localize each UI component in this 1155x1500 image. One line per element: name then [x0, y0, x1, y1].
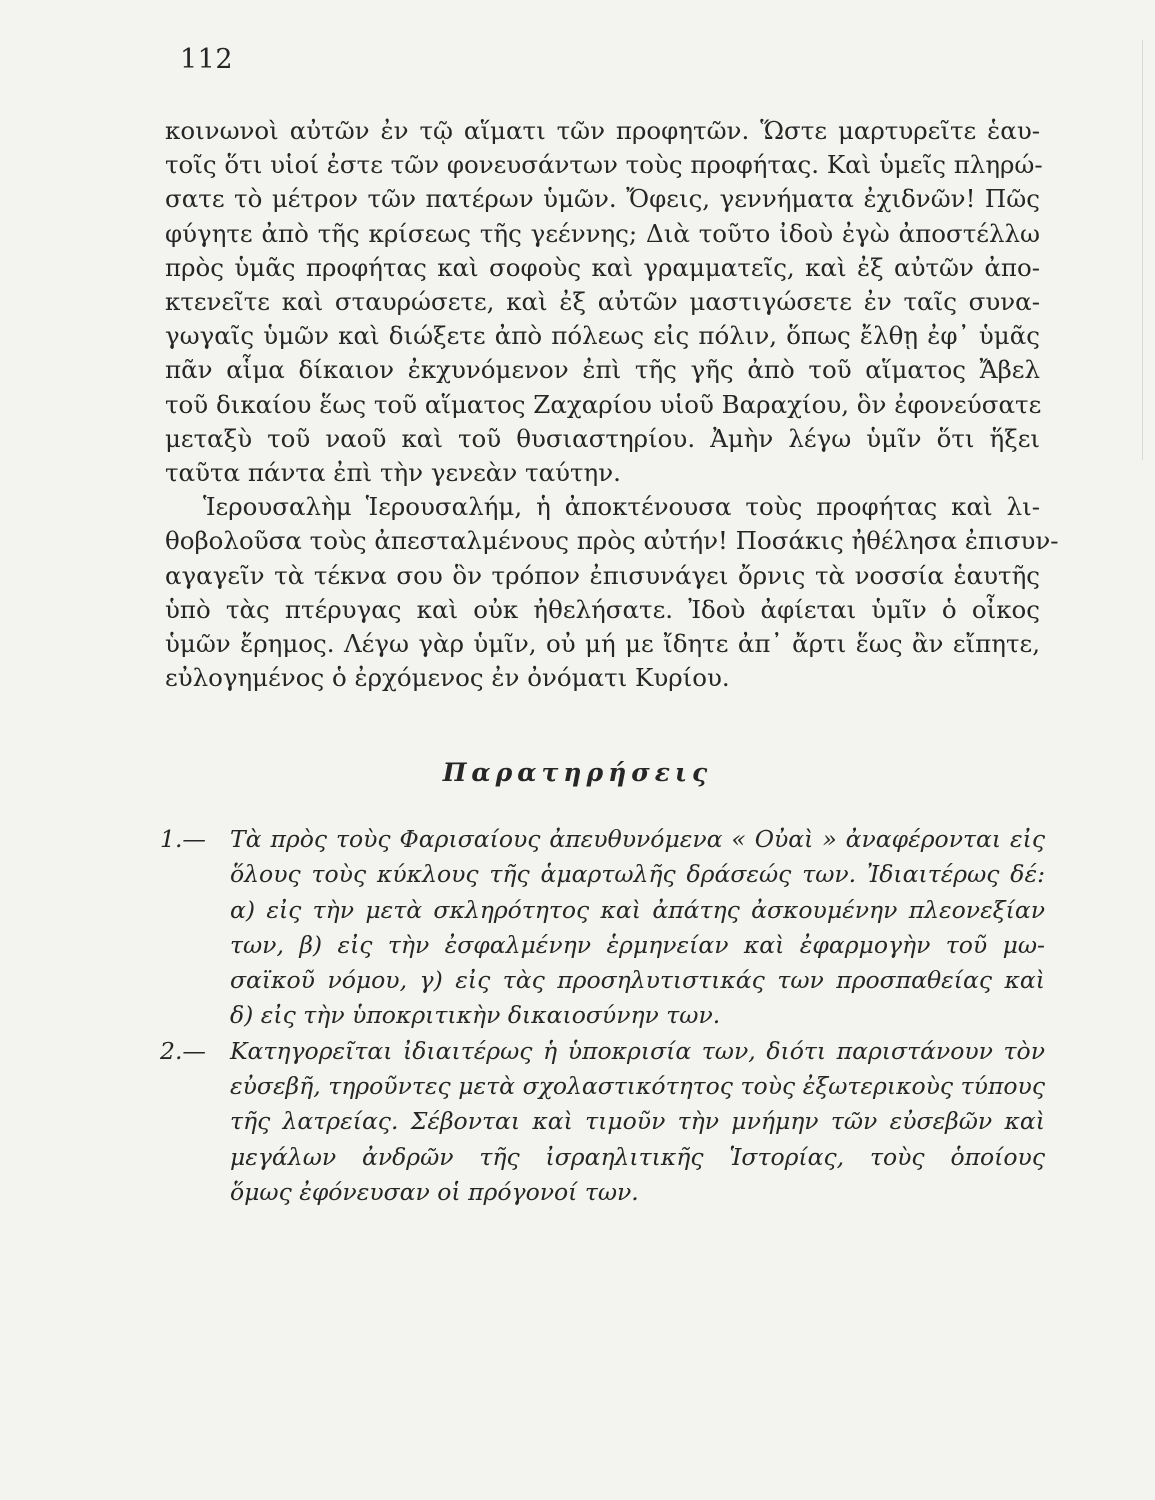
note-line: σαϊκοῦ νόμου, γ) εἰς τὰς προσηλυτιστικάς των προσπαθείας καὶ [230, 966, 1045, 995]
note-line: εὐσεβῆ, τηροῦντες μετὰ σχολαστικότητος τοὺς ἐξωτερικοὺς τύπους [230, 1072, 1045, 1101]
note-line: Κατηγορεῖται ἰδιαιτέρως ἡ ὑποκρισία των, διότι παριστάνουν τὸν [230, 1036, 1045, 1065]
note-body [230, 1034, 1045, 1210]
text-line: πρὸς ὑμᾶς προφήτας καὶ σοφοὺς καὶ γραμματεῖς, καὶ ἐξ αὐτῶν ἀπο- [165, 252, 1040, 282]
note-line: α) εἰς τὴν μετὰ σκληρότητος καὶ ἀπάτης ἀσκουμένην πλεονεξίαν [230, 895, 1045, 924]
main-text [165, 114, 1059, 695]
note-line: Τὰ πρὸς τοὺς Φαρισαίους ἀπευθυνόμενα « Οὐαὶ » ἀναφέρονται εἰς [230, 825, 1045, 853]
text-line: εὐλογημένος ὁ ἐρχόμενος ἐν ὀνόματι Κυρίου. [165, 663, 730, 693]
note-line: ὅλους τοὺς κύκλους τῆς ἁμαρτωλῆς δράσεώς των. Ἰδιαιτέρως δέ: [230, 860, 1045, 889]
text-line: πᾶν αἷμα δίκαιον ἐκχυνόμενον ἐπὶ τῆς γῆς ἀπὸ τοῦ αἵματος Ἄβελ [165, 355, 1040, 385]
note-number: 2.— [160, 1036, 206, 1065]
text-line: μεταξὺ τοῦ ναοῦ καὶ τοῦ θυσιαστηρίου. Ἀμὴν λέγω ὑμῖν ὅτι ἥξει [165, 423, 1040, 453]
text-line: αγαγεῖν τὰ τέκνα σου ὃν τρόπον ἐπισυνάγει ὄρνις τὰ νοσσία ἑαυτῆς [165, 560, 1040, 590]
note-item [160, 1034, 1045, 1210]
text-line: ὑμῶν ἔρημος. Λέγω γὰρ ὑμῖν, οὐ μή με ἴδητε ἀπ᾽ ἄρτι ἕως ἂν εἴπητε, [165, 629, 1040, 659]
text-line: σατε τὸ μέτρον τῶν πατέρων ὑμῶν. Ὄφεις, γεννήματα ἐχιδνῶν! Πῶς [165, 184, 1040, 214]
note-number: 1.— [160, 825, 206, 853]
text-line: ταῦτα πάντα ἐπὶ τὴν γενεὰν ταύτην. [165, 458, 621, 488]
note-line: ὅμως ἐφόνευσαν οἱ πρόγονοί των. [230, 1177, 639, 1206]
text-line: θοβολοῦσα τοὺς ἀπεσταλμένους πρὸς αὐτήν! Ποσάκις ἠθέλησα ἐπισυν- [165, 526, 1059, 556]
note-line: μεγάλων ἀνδρῶν τῆς ἰσραηλιτικῆς Ἱστορίας, τοὺς ὁποίους [230, 1142, 1045, 1171]
text-line: Ἱερουσαλὴμ Ἱερουσαλήμ, ἡ ἀποκτένουσα τοὺς προφήτας καὶ λι- [203, 492, 1040, 522]
text-line: φύγητε ἀπὸ τῆς κρίσεως τῆς γεέννης; Διὰ τοῦτο ἰδοὺ ἐγὼ ἀποστέλλω [165, 218, 1040, 248]
text-line: κτενεῖτε καὶ σταυρώσετε, καὶ ἐξ αὐτῶν μαστιγώσετε ἐν ταῖς συνα- [165, 287, 1040, 317]
note-line: των, β) εἰς τὴν ἐσφαλμένην ἑρμηνείαν καὶ ἐφαρμογὴν τοῦ μω- [230, 930, 1045, 959]
text-line: κοινωνοὶ αὐτῶν ἐν τῷ αἵματι τῶν προφητῶν. Ὥστε μαρτυρεῖτε ἑαυ- [165, 116, 1040, 145]
note-item [160, 822, 1045, 1034]
text-line: τοῖς ὅτι υἱοί ἐστε τῶν φονευσάντων τοὺς προφήτας. Καὶ ὑμεῖς πληρώ- [165, 150, 1043, 180]
section-title: Παρατηρήσεις [442, 758, 713, 787]
text-line: ὑπὸ τὰς πτέρυγας καὶ οὐκ ἠθελήσατε. Ἰδοὺ ἀφίεται ὑμῖν ὁ οἶκος [165, 594, 1040, 624]
paragraph-1 [165, 114, 1043, 490]
paragraph-2 [165, 490, 1059, 695]
text-line: τοῦ δικαίου ἕως τοῦ αἵματος Ζαχαρίου υἱοῦ Βαραχίου, ὃν ἐφονεύσατε [165, 389, 1042, 419]
note-line: δ) εἰς τὴν ὑποκριτικὴν δικαιοσύνην των. [230, 1001, 721, 1030]
text-line: γωγαῖς ὑμῶν καὶ διώξετε ἀπὸ πόλεως εἰς πόλιν, ὅπως ἔλθῃ ἐφ᾽ ὑμᾶς [165, 321, 1040, 351]
notes-list [160, 822, 1045, 1210]
note-line: τῆς λατρείας. Σέβονται καὶ τιμοῦν τὴν μνήμην τῶν εὐσεβῶν καὶ [230, 1107, 1045, 1136]
page-edge-shadow [1142, 40, 1143, 460]
page-number: 112 [180, 44, 234, 75]
note-body [230, 822, 1045, 1034]
